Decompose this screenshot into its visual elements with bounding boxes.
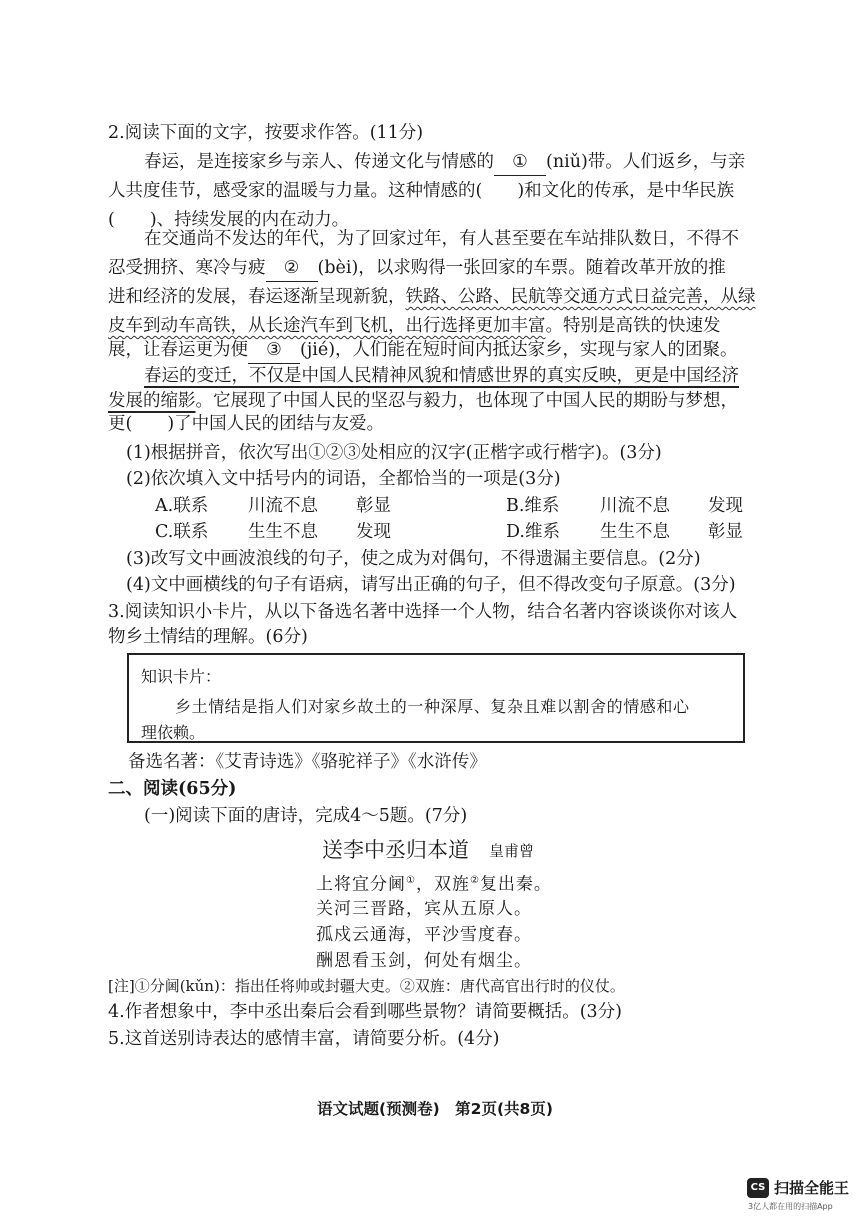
part-1-instruction: (一)阅读下面的唐诗，完成4～5题。(7分) [144,806,468,826]
option-word: 彰显 [708,522,743,542]
q2-paragraph-3-line-1 [144,363,739,389]
option-word: 发现 [356,522,391,542]
knowledge-card [127,653,745,743]
text: 春运，是连接家乡与亲人、传递文化与情感的 [144,152,494,172]
option-label: B.维系 [506,496,560,516]
poem-author: 皇甫曾 [489,842,535,860]
candidate-books: 备选名著：《艾青诗选》《骆驼祥子》《水浒传》 [128,752,487,772]
blank-2: ② [266,255,318,282]
note-marker: ② [469,875,480,886]
q2-paragraph-2-line-2 [108,255,726,282]
q3-stem-line-1: 3.阅读知识小卡片，从以下备选名著中选择一个人物，结合名著内容谈谈你对该人 [108,602,738,622]
q2-paragraph-2-line-1: 在交通尚不发达的年代，为了回家过年，有人甚至要在车站排队数日，不得不 [144,229,739,249]
underlined-sentence: 发展的缩影 [108,391,196,411]
option-word: 发现 [708,496,743,516]
watermark-tagline: 3亿人都在用的扫描App [748,1202,833,1211]
q2-paragraph-2-line-5 [108,337,738,364]
wavy-underlined-sentence: 铁路、公路、民航等交通方式日益完善，从绿 [405,287,756,307]
q2-stem: 2.阅读下面的文字，按要求作答。(11分) [108,123,424,143]
text: 忍受拥挤、寒冷与疲 [108,258,266,278]
poem-line-1 [316,869,552,897]
q2-sub-3: (3)改写文中画波浪线的句子，使之成为对偶句，不得遗漏主要信息。(2分) [126,549,701,569]
note-marker: ① [406,875,416,886]
q4: 4.作者想象中，李中丞出秦后会看到哪些景物？请简要概括。(3分) [108,1002,622,1022]
q2-sub-1: (1)根据拼音，依次写出①②③处相应的汉字(正楷字或行楷字)。(3分) [126,443,662,463]
q3-stem-line-2: 物乡土情结的理解。(6分) [108,627,308,647]
blank-1: ① [494,149,546,176]
q2-sub-4: (4)文中画横线的句子有语病，请写出正确的句子，但不得改变句子原意。(3分) [126,575,736,595]
camscanner-logo-icon: CS [747,1178,769,1198]
scanner-watermark [747,1178,865,1228]
text: ，双旌 [415,874,470,895]
option-word: 彰显 [356,496,391,516]
card-body-line-1: 乡土情结是指人们对家乡故土的一种深厚、复杂且难以割舍的情感和心 [175,697,690,716]
underlined-sentence: 春运的变迁，不仅是中国人民精神风貌和情感世界的真实反映，更是中国经济 [144,366,739,386]
section-title: 二、阅读(65分) [108,779,237,799]
poem-line-2: 关河三晋路，宾从五原人。 [316,899,532,919]
poem-annotation: [注]①分阃(kǔn)：指出任将帅或封疆大吏。②双旌：唐代高官出行时的仪仗。 [108,977,625,995]
q5: 5.这首送别诗表达的感情丰富，请简要分析。(4分) [108,1029,500,1049]
text: 。它展现了中国人民的坚忍与毅力，也体现了中国人民的期盼与梦想， [195,391,738,411]
blank-3: ③ [248,337,300,364]
text: 复出秦。 [479,874,552,895]
option-word: 生生不息 [248,522,318,542]
text: 展，让春运更为便 [108,340,248,360]
wavy-underlined-sentence: 皮车到动车高铁，从长途汽车到飞机，出行选择更加丰富 [108,316,546,336]
card-body-line-2: 理依赖。 [141,723,206,742]
page-footer: 语文试题(预测卷) 第2页(共8页) [317,1100,553,1118]
q2-paragraph-1-line-3: ( )、持续发展的内在动力。 [108,210,350,230]
q2-sub-2: (2)依次填入文中括号内的词语，全都恰当的一项是(3分) [126,469,561,489]
text: 进和经济的发展，春运逐渐呈现新貌， [108,287,406,307]
q2-paragraph-1-line-2: 人共度佳节，感受家的温暖与力量。这种情感的( )和文化的传承，是中华民族 [108,181,735,201]
text: 。特别是高铁的快速发 [545,316,721,336]
text: 上将宜分阃 [316,874,406,895]
option-label: A.联系 [155,496,209,516]
watermark-app-name: 扫描全能王 [774,1179,850,1197]
option-label: C.联系 [155,522,209,542]
poem-line-4: 酬恩看玉剑，何处有烟尘。 [316,951,532,971]
q2-paragraph-1-line-1 [144,149,745,176]
text: (bèi)，以求购得一张回家的车票。随着改革开放的推 [317,258,726,278]
text: (jié)，人们能在短时间内抵达家乡，实现与家人的团聚。 [300,340,738,360]
poem-line-3: 孤戍云通海，平沙雪度春。 [316,925,532,945]
poem-title: 送李中丞归本道 [322,838,469,862]
option-word: 生生不息 [600,522,670,542]
option-word: 川流不息 [600,496,670,516]
option-label: D.维系 [506,522,560,542]
option-word: 川流不息 [248,496,318,516]
q2-paragraph-2-line-4 [108,313,721,339]
q2-paragraph-2-line-3 [108,284,756,310]
text: (niǔ)带。人们返乡，与亲 [546,152,746,172]
card-title: 知识卡片： [141,667,222,686]
q2-paragraph-3-line-3: 更( )了中国人民的团结与友爱。 [108,414,385,434]
